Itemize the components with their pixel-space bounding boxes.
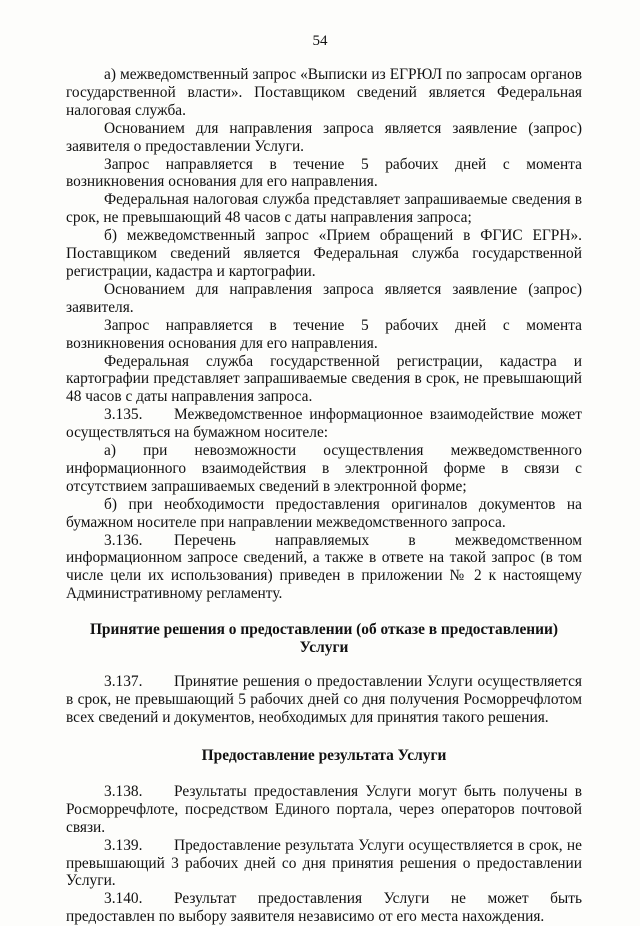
clause-number: 3.138. <box>104 782 143 800</box>
clause-text: Перечень направляемых в межведомственном информационном запросе сведений, а также в ответе на такой запрос (в том числе цели их использования) приведен в приложении № 2 к настоящему Административному регламенту. <box>66 531 582 603</box>
paragraph: Запрос направляется в течение 5 рабочих дней с момента возникновения основания для его направления. <box>66 316 582 352</box>
clause-text: Результаты предоставления Услуги могут быть получены в Росморречфлоте, посредством Единого портала, через операторов почтовой связи. <box>66 782 582 836</box>
clause-number: 3.135. <box>104 406 143 424</box>
clause-number: 3.140. <box>104 890 143 908</box>
clause-3-136 <box>66 532 582 604</box>
clause-number: 3.137. <box>104 673 143 691</box>
paragraph: Федеральная налоговая служба представляет запрашиваемые сведения в срок, не превышающий 48 часов с даты направления запроса; <box>66 191 582 227</box>
paragraph: Основанием для направления запроса является заявление (запрос) заявителя. <box>66 280 582 316</box>
subclause: б) при необходимости предоставления оригиналов документов на бумажном носителе при направлении межведомственного запроса. <box>66 495 582 531</box>
subclause: а) при невозможности осуществления межведомственного информационного взаимодействия в электронной форме в связи с отсутствием запрашиваемых сведений в электронной форме; <box>66 442 582 495</box>
page-number: 54 <box>312 33 328 49</box>
clause-3-140 <box>66 890 582 926</box>
paragraph: Федеральная служба государственной регистрации, кадастра и картографии представляет запрашиваемые сведения в срок, не превышающий 48 часов с даты направления запроса. <box>66 352 582 406</box>
clause-3-139 <box>66 837 582 891</box>
document-body <box>66 66 582 926</box>
clause-number: 3.136. <box>104 531 143 549</box>
clause-text: Результат предоставления Услуги не может быть предоставлен по выбору заявителя независимо от его места нахождения. <box>66 890 582 926</box>
clause-text: Предоставление результата Услуги осуществляется в срок, не превышающий 3 рабочих дней со дня принятия решения о предоставлении Услуги. <box>66 836 582 890</box>
section-heading-result: Предоставление результата Услуги <box>201 746 447 764</box>
clause-3-137 <box>66 673 582 727</box>
clause-number: 3.139. <box>104 836 143 854</box>
paragraph: Запрос направляется в течение 5 рабочих дней с момента возникновения основания для его направления. <box>66 155 582 191</box>
clause-text: Принятие решения о предоставлении Услуги осуществляется в срок, не превышающий 5 рабочих дней со дня получения Росморречфлотом всех сведений и документов, необходимых для принятия такого решения. <box>66 673 582 726</box>
paragraph: а) межведомственный запрос «Выписки из ЕГРЮЛ по запросам органов государственной власти». Поставщиком сведений является Федеральная налоговая служба. <box>66 66 582 119</box>
section-heading-decision: Принятие решения о предоставлении (об отказе в предоставлении) Услуги <box>89 621 559 657</box>
paragraph: б) межведомственный запрос «Прием обращений в ФГИС ЕГРН». Поставщиком сведений является Федеральная служба государственной регистрации, кадастра и картографии. <box>66 227 582 280</box>
clause-text: Межведомственное информационное взаимодействие может осуществляться на бумажном носителе: <box>66 406 582 442</box>
clause-3-135 <box>66 406 582 442</box>
paragraph: Основанием для направления запроса является заявление (запрос) заявителя о предоставлении Услуги. <box>66 119 582 155</box>
clause-3-138 <box>66 783 582 837</box>
